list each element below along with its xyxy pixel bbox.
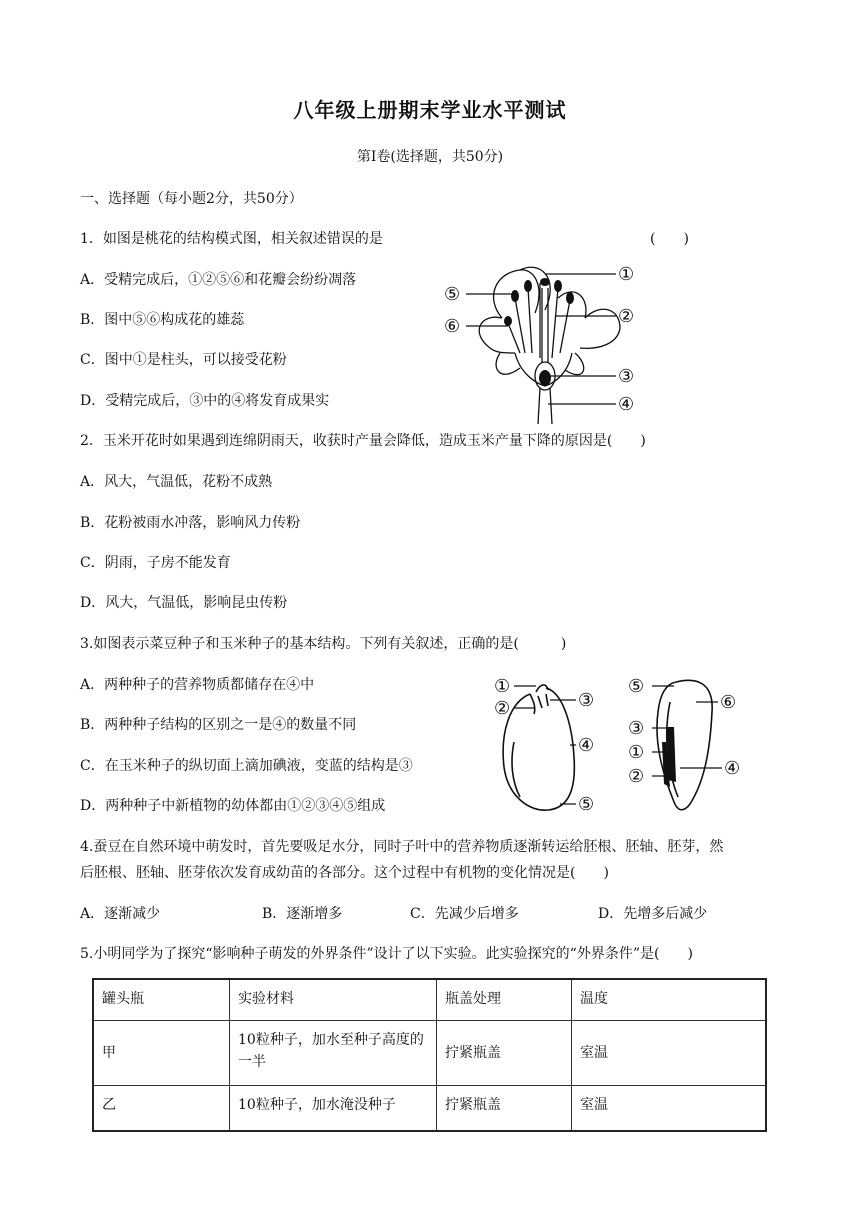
corn-label-1: ① xyxy=(628,742,645,763)
question-2-option-c: C．阴雨，子房不能发育 xyxy=(80,555,231,571)
table-cell: 室温 xyxy=(572,1021,767,1086)
experiment-table xyxy=(92,978,767,1132)
question-3-option-c: C．在玉米种子的纵切面上滴加碘液，变蓝的结构是③ xyxy=(80,758,413,774)
question-3-option-a: A．两种种子的营养物质都储存在④中 xyxy=(80,677,315,693)
corn-label-3: ③ xyxy=(628,718,645,739)
table-header-cell: 瓶盖处理 xyxy=(437,979,572,1021)
question-1-option-d: D．受精完成后，③中的④将发育成果实 xyxy=(80,393,330,409)
question-2-option-a: A．风大，气温低，花粉不成熟 xyxy=(80,474,273,490)
bean-label-1: ① xyxy=(494,676,511,697)
question-5-stem: 5.小明同学为了探究“影响种子萌发的外界条件”设计了以下实验。此实验探究的“外界条件”是( ) xyxy=(80,946,693,962)
section-heading: 一、选择题（每小题2分，共50分） xyxy=(80,191,303,207)
question-1-stem: 1．如图是桃花的结构模式图，相关叙述错误的是 xyxy=(80,231,383,247)
question-3-option-b: B．两种种子结构的区别之一是④的数量不同 xyxy=(80,717,357,733)
bean-label-5: ⑤ xyxy=(578,794,595,815)
bean-label-4: ④ xyxy=(578,735,595,756)
corn-label-6: ⑥ xyxy=(720,692,737,713)
table-row xyxy=(93,1021,766,1086)
page-subtitle: 第Ⅰ卷(选择题，共50分) xyxy=(356,149,504,165)
table-header-cell: 实验材料 xyxy=(230,979,437,1021)
question-1-option-a: A．受精完成后，①②⑤⑥和花瓣会纷纷凋落 xyxy=(80,272,357,288)
question-3-option-d: D．两种种子中新植物的幼体都由①②③④⑤组成 xyxy=(80,798,386,814)
question-4-stem-line-1: 4.蚕豆在自然环境中萌发时，首先要吸足水分，同时子叶中的营养物质逐渐转运给胚根、胚轴、胚芽，然 xyxy=(80,839,724,855)
bean-label-2: ② xyxy=(494,698,511,719)
peach-flower-diagram xyxy=(440,258,650,424)
question-4-option-c: C．先减少后增多 xyxy=(410,906,519,922)
table-cell: 乙 xyxy=(93,1086,230,1132)
question-3-stem: 3.如图表示菜豆种子和玉米种子的基本结构。下列有关叙述，正确的是( ) xyxy=(80,636,567,652)
question-4-option-a: A．逐渐减少 xyxy=(80,906,161,922)
question-1-answer-blank: ( ) xyxy=(650,231,689,247)
flower-label-5: ⑤ xyxy=(444,284,461,305)
question-4-option-b: B．逐渐增多 xyxy=(262,906,343,922)
question-1-option-b: B．图中⑤⑥构成花的雄蕊 xyxy=(80,312,245,328)
table-cell: 拧紧瓶盖 xyxy=(437,1021,572,1086)
page-title: 八年级上册期末学业水平测试 xyxy=(293,98,567,122)
bean-seed-diagram xyxy=(490,672,600,820)
flower-label-1: ① xyxy=(618,264,635,285)
question-2-option-d: D．风大，气温低，影响昆虫传粉 xyxy=(80,595,288,611)
corn-label-5: ⑤ xyxy=(628,676,645,697)
question-4-stem-line-2: 后胚根、胚轴、胚芽依次发育成幼苗的各部分。这个过程中有机物的变化情况是( ) xyxy=(80,865,609,881)
corn-seed-diagram xyxy=(626,672,746,822)
question-1-option-c: C．图中①是柱头，可以接受花粉 xyxy=(80,352,287,368)
bean-label-3: ③ xyxy=(578,690,595,711)
flower-label-2: ② xyxy=(618,306,635,327)
question-2-stem: 2．玉米开花时如果遇到连绵阴雨天，收获时产量会降低，造成玉米产量下降的原因是( ) xyxy=(80,433,646,449)
corn-label-2: ② xyxy=(628,766,645,787)
table-row xyxy=(93,1086,766,1132)
flower-label-3: ③ xyxy=(618,366,635,387)
flower-label-4: ④ xyxy=(618,394,635,415)
table-cell: 10粒种子，加水淹没种子 xyxy=(230,1086,437,1132)
table-cell: 10粒种子，加水至种子高度的一半 xyxy=(230,1021,437,1086)
flower-label-6: ⑥ xyxy=(444,316,461,337)
table-header-cell: 罐头瓶 xyxy=(93,979,230,1021)
table-cell: 拧紧瓶盖 xyxy=(437,1086,572,1132)
question-2-option-b: B．花粉被雨水冲落，影响风力传粉 xyxy=(80,515,301,531)
table-header-cell: 温度 xyxy=(572,979,767,1021)
table-header-row xyxy=(93,979,766,1021)
table-cell: 甲 xyxy=(93,1021,230,1086)
corn-label-4: ④ xyxy=(724,758,741,779)
question-4-option-d: D．先增多后减少 xyxy=(598,906,708,922)
table-cell: 室温 xyxy=(572,1086,767,1132)
